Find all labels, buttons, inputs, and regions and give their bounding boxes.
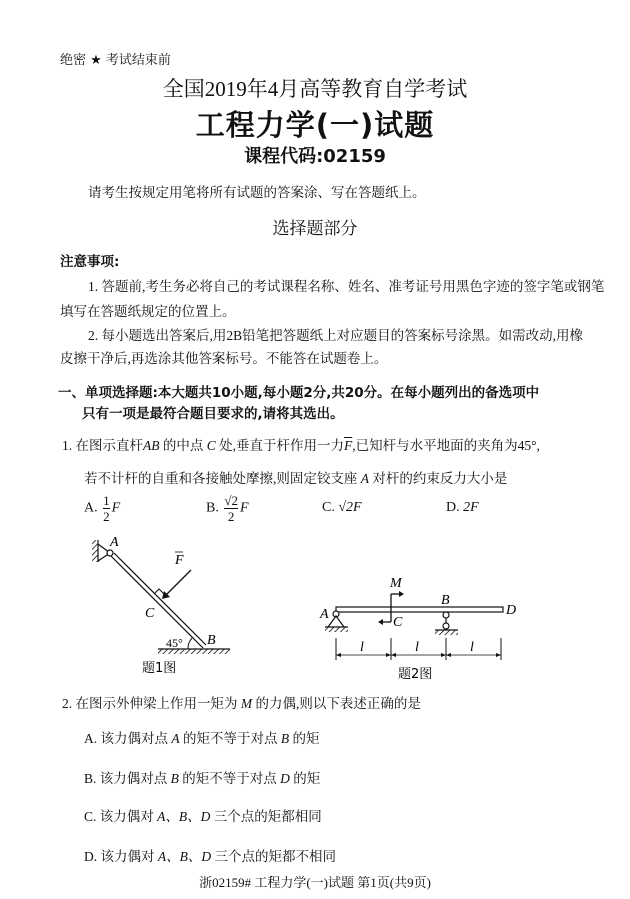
vars: A、B、D	[157, 849, 212, 864]
text: A. 该力偶对点	[84, 731, 168, 746]
text: 三个点的矩都不相同	[214, 849, 336, 864]
beam	[336, 607, 503, 612]
label-m: M	[390, 576, 402, 591]
subject-title: 工程力学(一)试题	[195, 108, 435, 142]
text: ,已知杆与水平地面的夹角为45°,	[352, 438, 540, 453]
text: 的中点	[162, 438, 204, 453]
figure-2	[310, 560, 530, 685]
numerator: 1	[103, 493, 110, 508]
page-footer: 浙02159# 工程力学(一)试题 第1页(共9页)	[199, 875, 431, 890]
part1-heading-line-2: 只有一项是最符合题目要求的,请将其选出。	[82, 406, 344, 422]
wall-hatch	[92, 540, 98, 562]
var: A	[171, 731, 180, 746]
option-c[interactable]	[84, 805, 322, 825]
note-1-line-1: 1. 答题前,考生务必将自己的考试课程名称、姓名、准考证号用黑色字迹的签字笔或钢笔	[88, 279, 605, 294]
question-number: 1.	[62, 438, 73, 453]
support-a-hatch	[325, 627, 348, 632]
var-a: A	[360, 471, 369, 486]
section-title: 选择题部分	[272, 219, 358, 239]
var-m: M	[240, 696, 253, 711]
var-ab: AB	[143, 438, 160, 453]
figure-1-caption: 题1图	[142, 661, 177, 676]
option-b[interactable]	[206, 493, 249, 524]
label-d: D	[506, 603, 517, 618]
text: B. 该力偶对点	[84, 771, 168, 786]
text: 2. 在图示外伸梁上作用一矩为	[62, 696, 238, 711]
text: 三个点的矩都相同	[213, 809, 322, 824]
option-c[interactable]	[322, 500, 362, 516]
option-label: A.	[84, 500, 98, 516]
denominator: 2	[227, 509, 235, 524]
instruction-text: 请考生按规定用笔将所有试题的答案涂、写在答题纸上。	[88, 185, 426, 201]
label-f: F	[175, 553, 184, 568]
text: 的力偶,则以下表述正确的是	[255, 696, 421, 711]
roller-bottom	[443, 623, 449, 629]
dim-label-1: l	[360, 640, 364, 655]
dim-arrow	[496, 653, 501, 657]
dim-label-2: l	[415, 640, 419, 655]
var: B	[170, 771, 179, 786]
dim-label-3: l	[470, 640, 474, 655]
text: 的矩不等于对点	[183, 731, 278, 746]
confidential-label: 绝密 ★ 考试结束前	[60, 53, 171, 68]
text: 在图示直杆	[75, 438, 143, 453]
dim-arrow	[386, 653, 391, 657]
option-d[interactable]	[446, 500, 479, 516]
couple-arrow-right	[399, 591, 404, 597]
force-arrow-line	[164, 570, 191, 597]
label-c: C	[393, 615, 403, 630]
roller-top	[443, 612, 449, 618]
denominator: 2	[103, 509, 110, 524]
option-value: √2F	[338, 500, 362, 515]
fraction	[103, 493, 110, 524]
angle-arc	[188, 638, 192, 649]
text: D. 该力偶对	[84, 849, 155, 864]
option-a[interactable]	[84, 727, 320, 747]
support-b-hatch	[435, 630, 458, 635]
option-a[interactable]	[84, 493, 120, 524]
vars: A、B、D	[157, 809, 211, 824]
note-1-line-2: 填写在答题纸规定的位置上。	[60, 304, 236, 319]
var: B	[280, 731, 290, 746]
rod-edge-1	[111, 556, 203, 648]
var-c: C	[206, 438, 216, 453]
rod-edge-2	[114, 553, 206, 645]
label-b: B	[207, 633, 216, 648]
support-a-triangle	[328, 616, 344, 627]
note-2-line-1: 2. 每小题选出答案后,用2B铅笔把答题纸上对应题目的答案标号涂黑。如需改动,用橡	[88, 328, 584, 343]
question-1-stem-line-1	[62, 434, 540, 454]
dim-arrow	[336, 653, 341, 657]
text: 对杆的约束反力大小是	[372, 471, 508, 486]
question-1-stem-line-2	[84, 467, 507, 487]
option-b[interactable]	[84, 767, 320, 787]
course-code: 课程代码:02159	[244, 146, 386, 167]
text: 的矩	[292, 731, 320, 746]
dim-arrow	[441, 653, 446, 657]
notes-heading: 注意事项:	[60, 254, 120, 270]
right-angle-marker	[155, 589, 164, 594]
var-f: F	[239, 500, 249, 516]
var: D	[280, 771, 290, 786]
text: 的矩	[293, 771, 321, 786]
label-a: A	[110, 535, 119, 550]
angle-label: 45°	[166, 636, 183, 650]
exam-title: 全国2019年4月高等教育自学考试	[162, 77, 468, 101]
option-label: B.	[206, 500, 219, 516]
option-label: C.	[322, 500, 335, 515]
figure-2-caption: 题2图	[398, 667, 433, 682]
text: 的矩不等于对点	[182, 771, 277, 786]
option-value: 2F	[463, 500, 479, 515]
part1-heading-line-1: 一、单项选择题:本大题共10小题,每小题2分,共20分。在每小题列出的备选项中	[58, 385, 540, 401]
dim-arrow	[391, 653, 396, 657]
option-d[interactable]	[84, 845, 336, 865]
figure-1	[60, 530, 260, 680]
var-f: F	[111, 500, 121, 516]
vector-f: $\overline{F}$	[344, 438, 353, 453]
couple-arrow-left	[378, 619, 383, 625]
label-a: A	[320, 607, 329, 622]
dim-arrow	[446, 653, 451, 657]
pin-a	[107, 550, 113, 556]
text: 若不计杆的自重和各接触处摩擦,则固定铰支座	[84, 471, 358, 486]
text: 处,垂直于杆作用一力	[219, 438, 345, 453]
label-c: C	[145, 606, 155, 621]
label-b: B	[441, 593, 450, 608]
question-2-stem	[62, 692, 421, 712]
fraction	[224, 493, 238, 524]
text: C. 该力偶对	[84, 809, 154, 824]
note-2-line-2: 皮擦干净后,再选涂其他答案标号。不能答在试题卷上。	[60, 351, 388, 366]
option-label: D.	[446, 500, 460, 515]
numerator: √2	[224, 493, 238, 508]
